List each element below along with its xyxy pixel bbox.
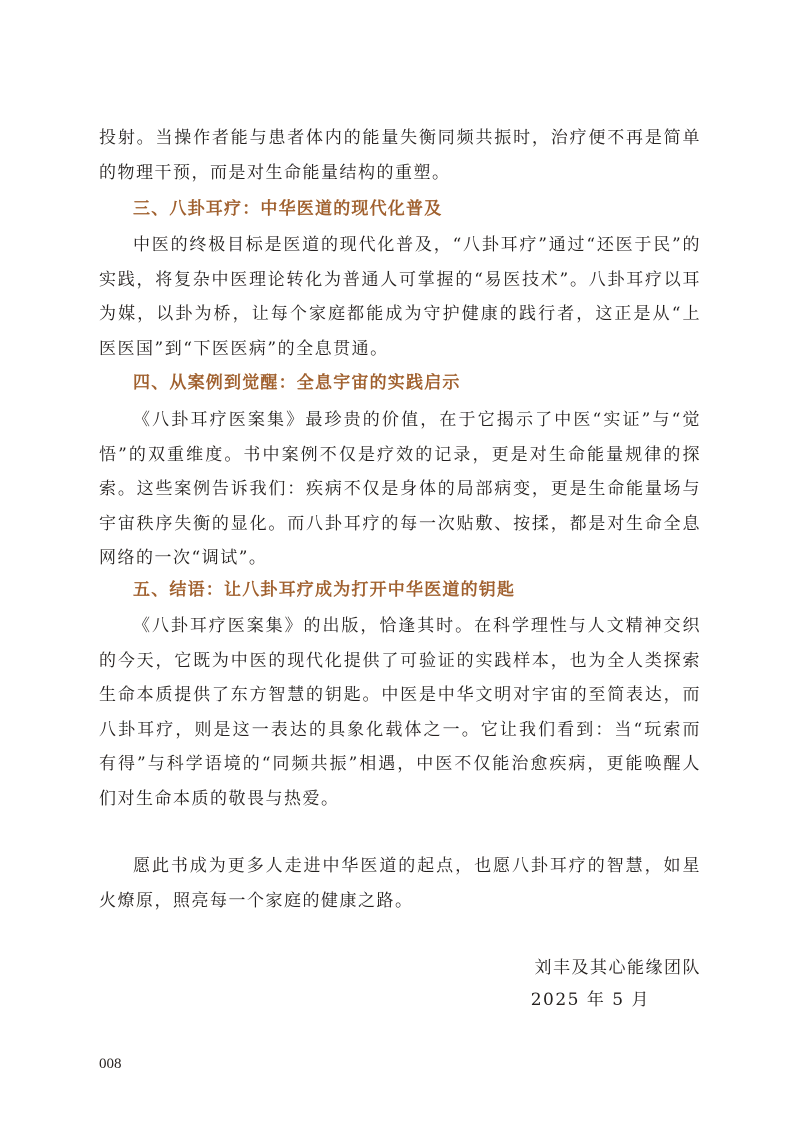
signature-date: 2025 年 5 月 <box>530 990 650 1010</box>
body-paragraph-1: 投射。当操作者能与患者体内的能量失衡同频共振时，治疗便不再是简单的物理干预，而是对生命能量结构的重塑。 <box>99 128 701 183</box>
body-paragraph-2: 中医的终极目标是医道的现代化普及，“八卦耳疗”通过“还医于民”的实践，将复杂中医理论转化为普通人可掌握的“易医技术”。八卦耳疗以耳为媒，以卦为桥，让每个家庭都能成为守护健康的践行者，这正是从“上医医国”到“下医医病”的全息贯通。 <box>99 235 701 359</box>
section-heading-4: 四、从案例到觉醒：全息宇宙的实践启示 <box>133 373 461 393</box>
page-number: 008 <box>99 1056 122 1072</box>
section-heading-3: 三、八卦耳疗：中华医道的现代化普及 <box>133 199 443 219</box>
section-heading-5: 五、结语：让八卦耳疗成为打开中华医道的钥匙 <box>133 580 516 600</box>
body-paragraph-4: 《八卦耳疗医案集》的出版，恰逢其时。在科学理性与人文精神交织的今天，它既为中医的现代化提供了可验证的实践样本，也为全人类探索生命本质提供了东方智慧的钥匙。中医是中华文明对宇宙的至简表达，而八卦耳疗，则是这一表达的具象化载体之一。它让我们看到：当“玩索而有得”与科学语境的“同频共振”相遇，中医不仅能治愈疾病，更能唤醒人们对生命本质的敬畏与热爱。 <box>99 616 701 809</box>
body-paragraph-3: 《八卦耳疗医案集》最珍贵的价值，在于它揭示了中医“实证”与“觉悟”的双重维度。书中案例不仅是疗效的记录，更是对生命能量规律的探索。这些案例告诉我们：疾病不仅是身体的局部病变，更是生命能量场与宇宙秩序失衡的显化。而八卦耳疗的每一次贴敷、按揉，都是对生命全息网络的一次“调试”。 <box>99 410 701 569</box>
closing-paragraph: 愿此书成为更多人走进中华医道的起点，也愿八卦耳疗的智慧，如星火燎原，照亮每一个家庭的健康之路。 <box>99 856 701 911</box>
signature-author: 刘丰及其心能缘团队 <box>534 958 701 978</box>
